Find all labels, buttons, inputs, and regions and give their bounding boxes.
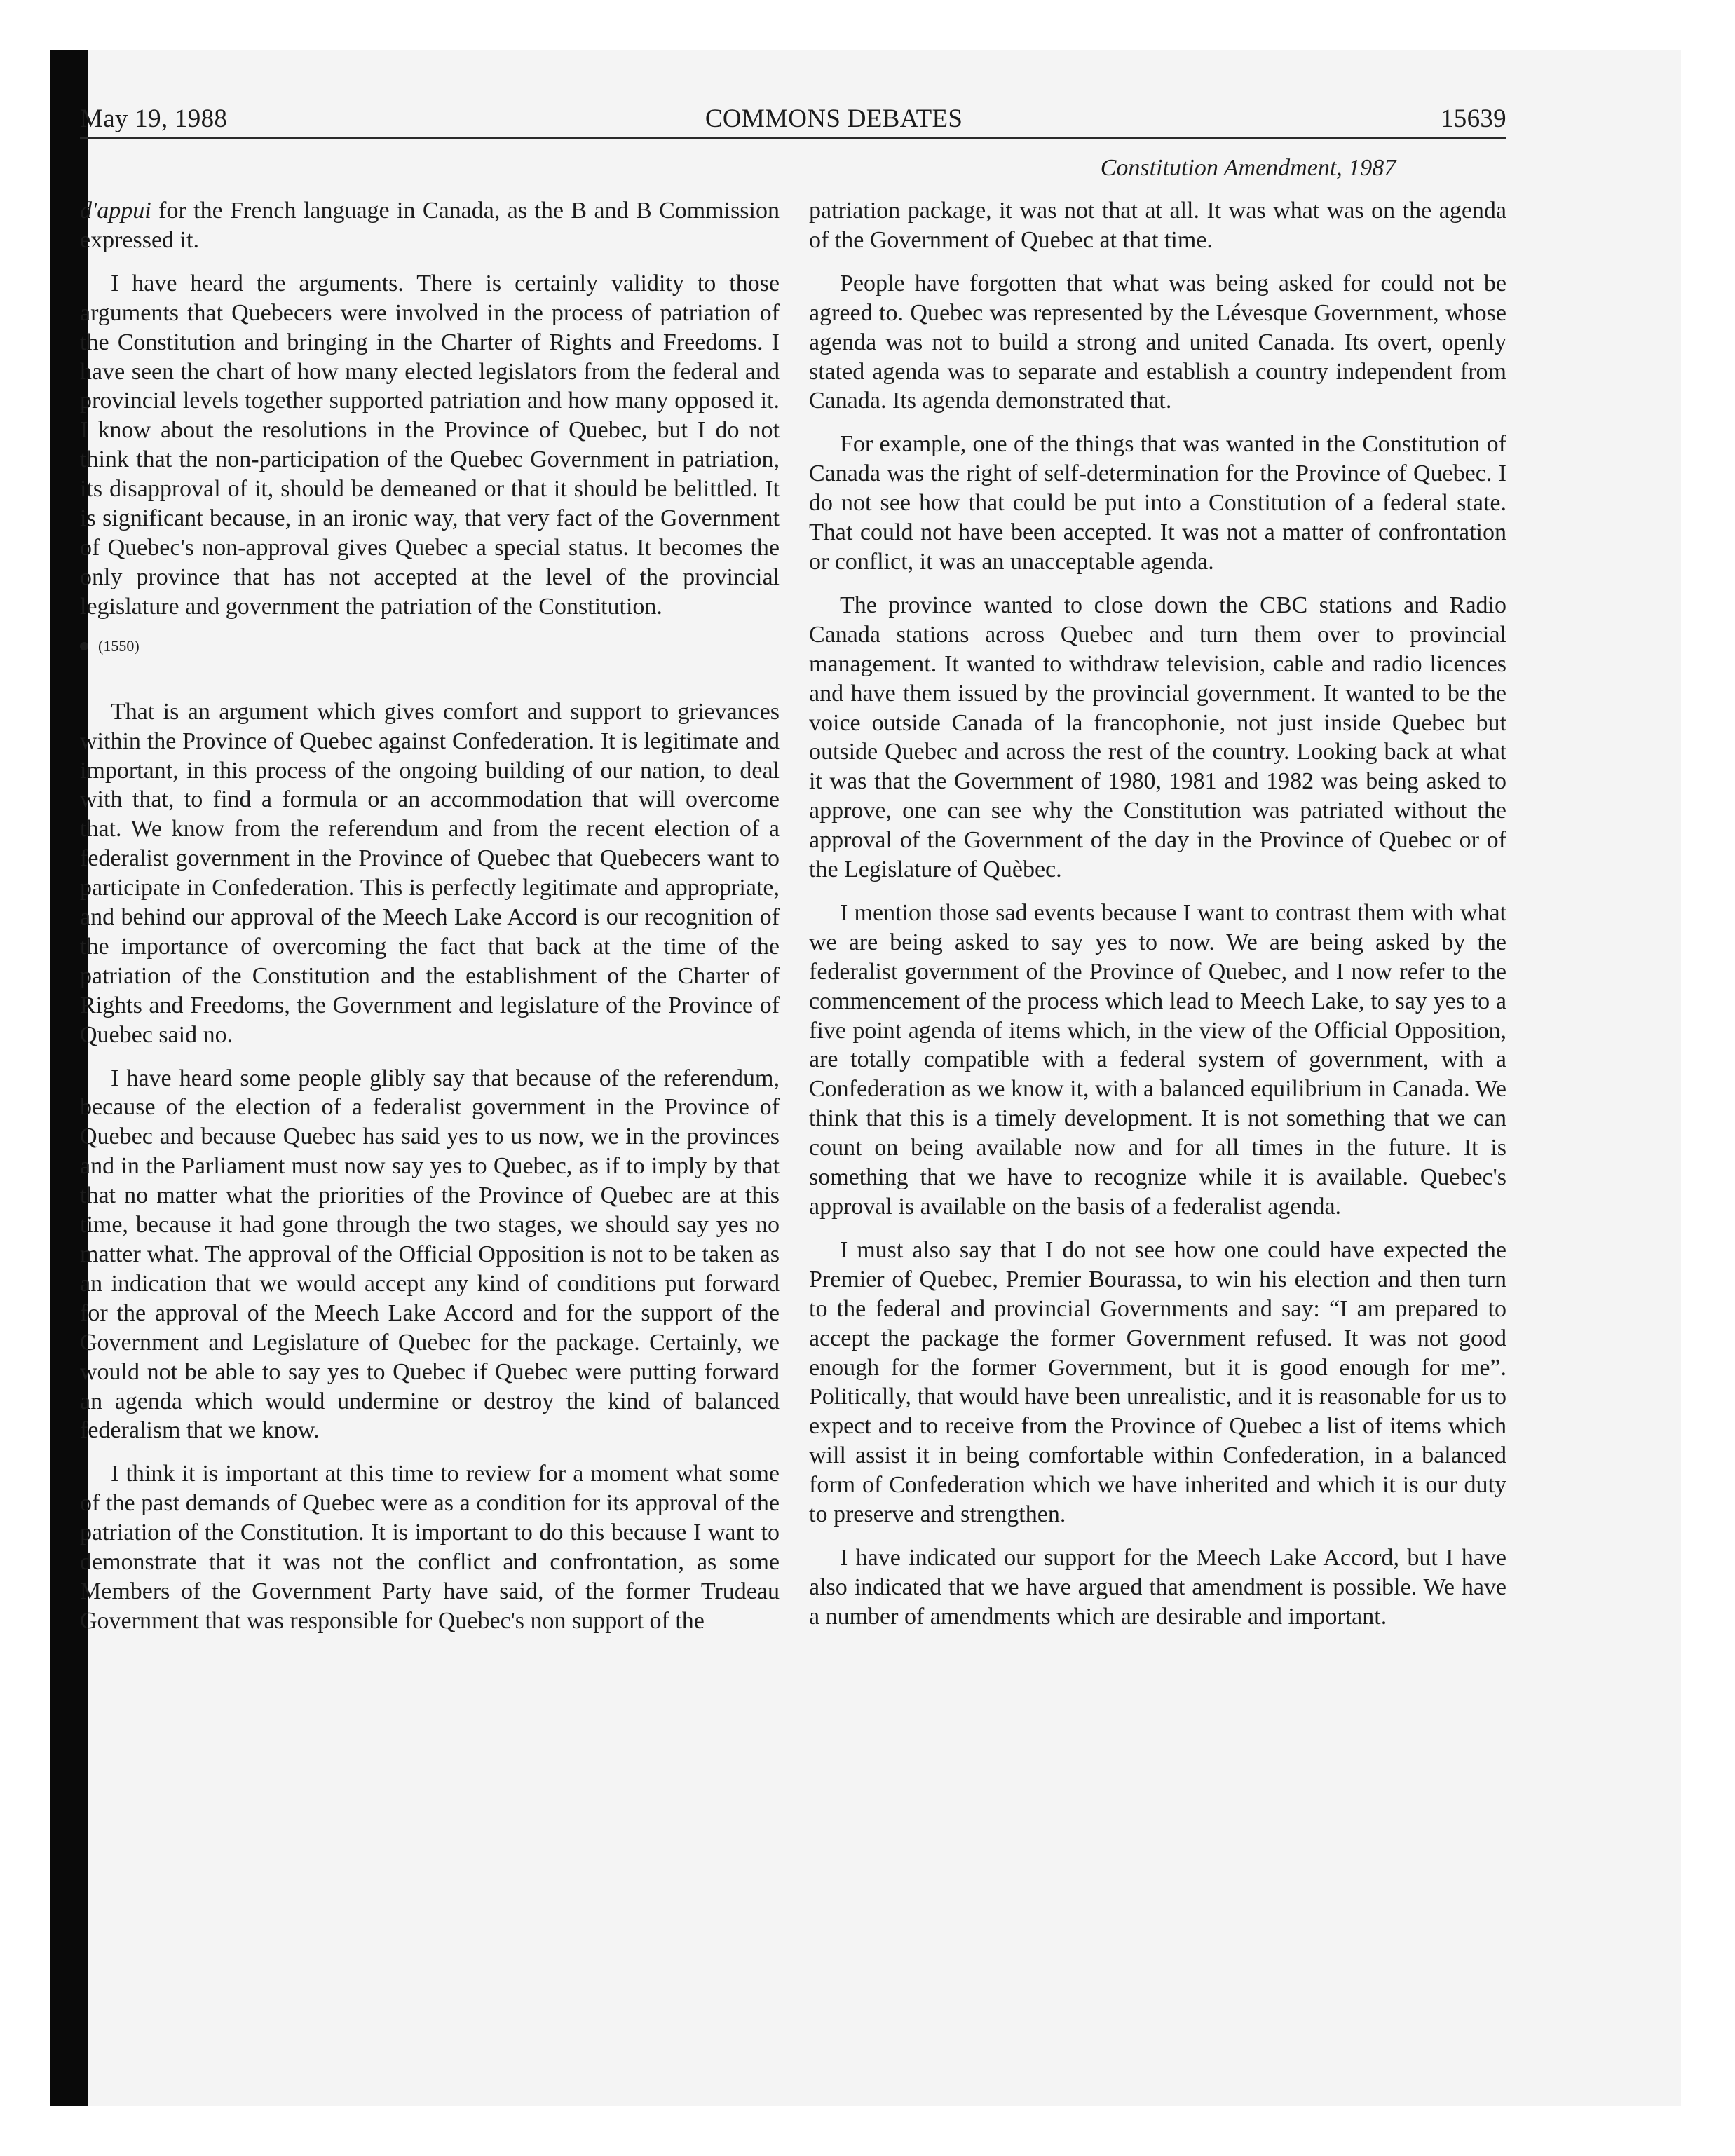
paragraph: patriation package, it was not that at all. It was what was on the agenda of the Government of Quebec at that time. [809,198,1506,253]
paragraph: I have indicated our support for the Meech Lake Accord, but I have also indicated that we have argued that amendment is possible. We have a number of amendments which are desirable and important. [809,1544,1506,1630]
header-rule [80,137,1506,139]
paragraph: For example, one of the things that was wanted in the Constitution of Canada was the right of self-determination for the Province of Quebec. I do not see how that could be put into a Constitution of a federal state. That could not have been accepted. It was not a matter of confrontation or conflict, it was an unacceptable agenda. [809,431,1506,575]
timestamp-text: (1550) [98,636,140,655]
paragraph: I have heard some people glibly say that because of the referendum, because of the election of a federalist government in the Province of Quebec and because Quebec has said yes to us now, we in the provinces and in the Parliament must now say yes to Quebec, as if to imply by that that no matter what the priorities of the Province of Quebec are at this time, because it had gone through the two stages, we should say yes no matter what. The approval of the Official Opposition is not to be taken as an indication that we would accept any kind of conditions put forward for the approval of the Meech Lake Accord and for the support of the Government and Legislature of Quebec for the package. Certainly, we would not be able to say yes to Quebec if Quebec were putting forward an agenda which would undermine or destroy the kind of balanced federalism that we know. [80,1065,780,1444]
paragraph: I mention those sad events because I want to contrast them with what we are being asked to say yes to now. We are being asked by the federalist government of the Province of Quebec, and I now refer to the commencement of the process which lead to Meech Lake, to say yes to a five point agenda of items which, in the view of the Official Opposition, are totally compatible with a federal system of government, with a Confederation as we know it, with a balanced equilibrium in Canada. We think that this is a timely development. It is not something that we can count on being available now and for all times in the future. It is something that we have to recognize while it is available. Quebec's approval is available on the basis of a federalist agenda. [809,899,1506,1220]
paragraph [80,196,780,255]
italic-term: d'appui [80,198,151,224]
bullet-icon [80,642,88,650]
paragraph: I have heard the arguments. There is certainly validity to those arguments that Quebecers were involved in the process of patriation of the Constitution and bringing in the Charter of Rights and Freedoms. I have seen the chart of how many elected legislators from the federal and provincial levels together supported patriation and how many opposed it. I know about the resolutions in the Province of Quebec, but I do not think that the non-participation of the Quebec Government in patriation, its disapproval of it, should be demeaned or that it should be belittled. It is significant because, in an ironic way, that very fact of the Government of Quebec's non-approval gives Quebec a special status. It becomes the only province that has not accepted at the level of the provincial legislature and government the patriation of the Constitution. [80,270,780,620]
running-head: Constitution Amendment, 1987 [1100,155,1396,181]
right-column [809,196,1506,1646]
page-header [80,104,1506,135]
header-page-number: 15639 [1440,104,1506,133]
paragraph: That is an argument which gives comfort and support to grievances within the Province of Quebec against Confederation. It is legitimate and important, in this process of the ongoing building of our nation, to deal with that, to find a formula or an accommodation that will overcome that. We know from the referendum and from the recent election of a federalist government in the Province of Quebec that Quebecers want to participate in Confederation. This is perfectly legitimate and appropriate, and behind our approval of the Meech Lake Accord is our recognition of the importance of overcoming the fact that back at the time of the patriation of the Constitution and the establishment of the Charter of Rights and Freedoms, the Government and legislature of the Province of Quebec said no. [80,698,780,1048]
paragraph: The province wanted to close down the CBC stations and Radio Canada stations across Quebec and turn them over to provincial management. It wanted to withdraw television, cable and radio licences and have them issued by the provincial government. It wanted to be the voice outside Canada of la francophonie, not just inside Quebec but outside Quebec and across the rest of the country. Looking back at what it was that the Government of 1980, 1981 and 1982 was being asked to approve, one can see why the Constitution was patriated without the approval of the Government of the day in the Province of Quebec or of the Legislature of Quèbec. [809,592,1506,883]
timestamp-marker [80,636,780,657]
paragraph: I must also say that I do not see how one could have expected the Premier of Quebec, Premier Bourassa, to win his election and then turn to the federal and provincial Governments and say: “I am prepared to accept the package the former Government refused. It was not good enough for the former Government, but it is good enough for me”. Politically, that would have been unrealistic, and it is reasonable for us to expect and to receive from the Province of Quebec a list of items which will assist it in being comfortable within Confederation, in a balanced form of Confederation which we have inherited and which it is our duty to preserve and strengthen. [809,1236,1506,1528]
paragraph-text: for the French language in Canada, as the B and B Commission expressed it. [80,198,780,253]
paragraph: I think it is important at this time to review for a moment what some of the past demands of Quebec were as a condition for its approval of the patriation of the Constitution. It is important to do this because I want to demonstrate that it was not the conflict and confrontation, as some Members of the Government Party have said, of the former Trudeau Government that was responsible for Quebec's non support of the [80,1461,780,1634]
header-date: May 19, 1988 [80,104,228,133]
paragraph: People have forgotten that what was being asked for could not be agreed to. Quebec was represented by the Lévesque Government, whose agenda was not to build a strong and united Canada. Its overt, openly stated agenda was to separate and establish a country independent from Canada. Its agenda demonstrated that. [809,270,1506,414]
header-publication: COMMONS DEBATES [705,104,963,133]
left-column [80,196,780,1650]
